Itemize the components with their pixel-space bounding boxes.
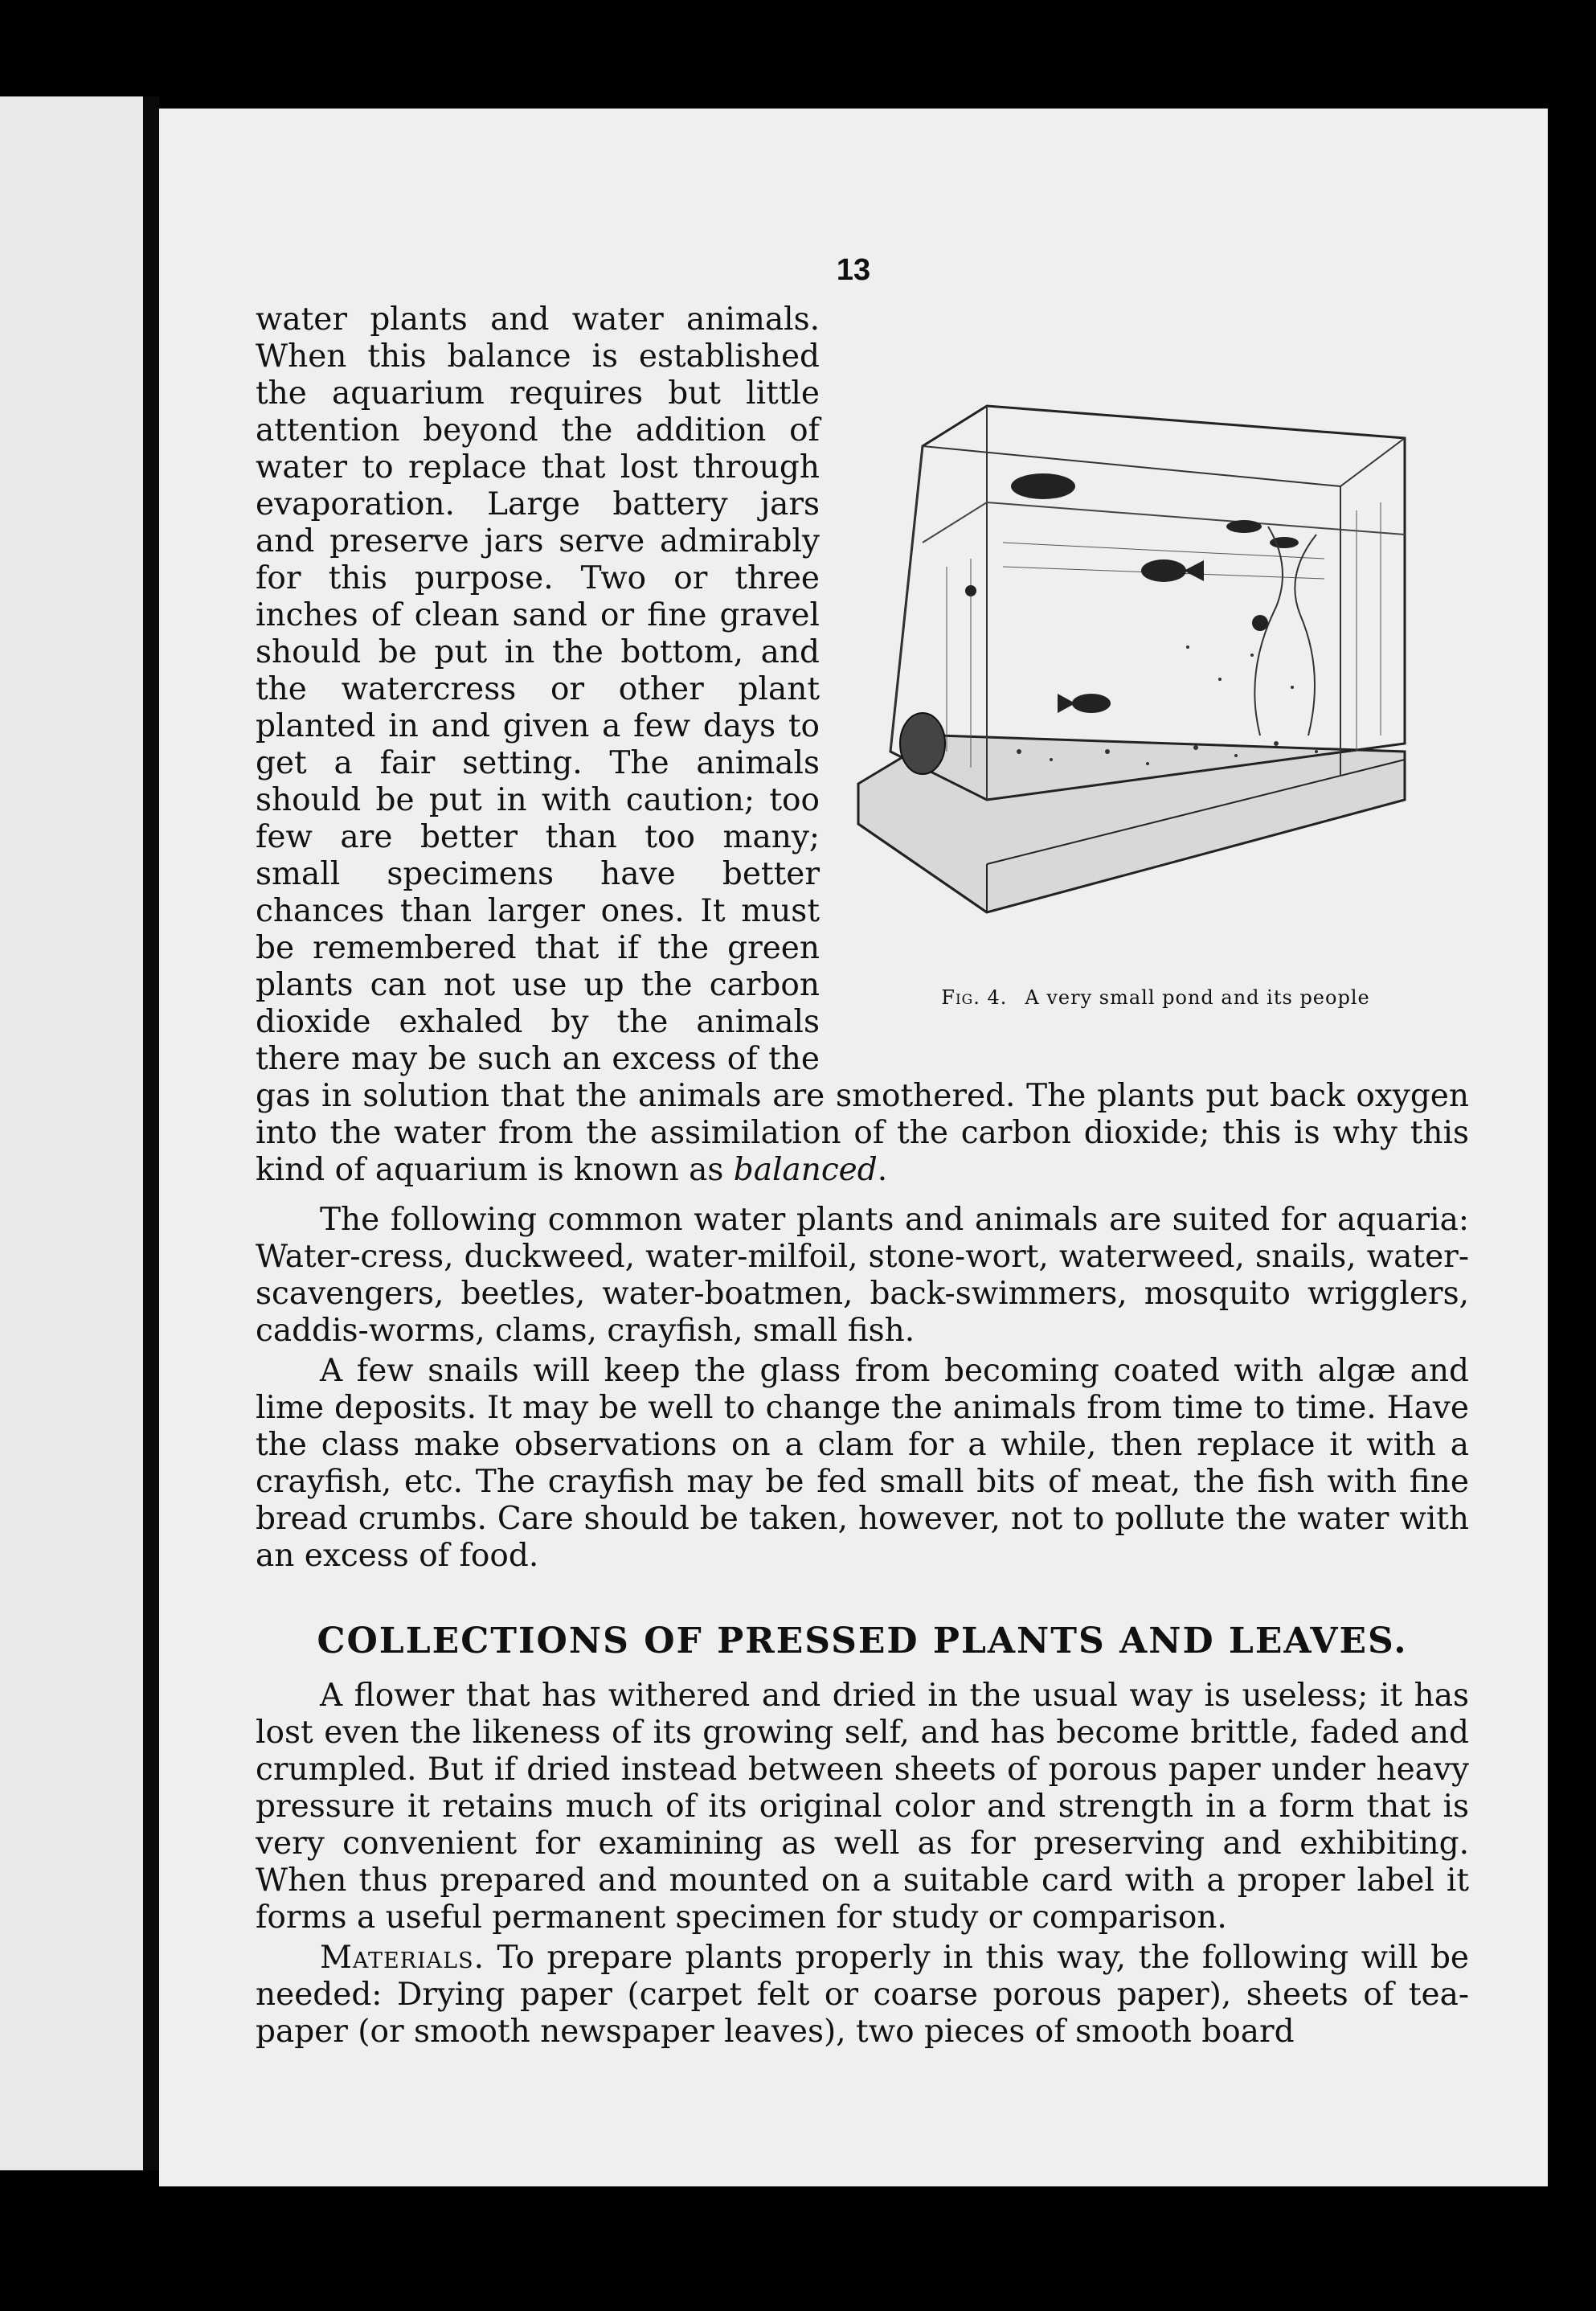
book-page bbox=[159, 109, 1548, 2186]
paragraph-materials bbox=[256, 1940, 1469, 2051]
figure-label: Fig. 4. bbox=[941, 986, 1008, 1009]
paragraph-suitable-species: The following common water plants and animals are suited for aquaria: Water-cress, duckweed, water-milfoil, stone-wort, waterweed, snails, water-scavengers, beetles, water-boatmen, back-swimmers, mosquito wrigglers, caddis-worms, clams, crayfish, small fish. bbox=[256, 1202, 1469, 1349]
paragraph-snails-care: A few snails will keep the glass from becoming coated with algæ and lime deposits. It may be well to change the animals from time to time. Have the class make observations on a clam for a while, then replace it with a crayfish, etc. The crayfish may be fed small bits of meat, the fish with fine bread crumbs. Care should be taken, however, not to pollute the water with an excess of food. bbox=[256, 1353, 1469, 1574]
book-spine bbox=[143, 96, 159, 2170]
materials-lead: Materials. bbox=[320, 1940, 485, 1976]
figure-caption-text: A very small pond and its people bbox=[1025, 986, 1370, 1009]
italic-term: balanced bbox=[733, 1152, 878, 1188]
figure-caption bbox=[842, 979, 1469, 1016]
paragraph-pressed-flowers: A flower that has withered and dried in the usual way is useless; it has lost even the likeness of its growing self, and has become brittle, faded and crumpled. But if dried instead between sheets of porous paper under heavy pressure it retains much of its original color and strength in a form that is very convenient for examining as well as for preserving and exhibiting. When thus prepared and mounted on a suitable card with a proper label it forms a useful permanent specimen for study or comparison. bbox=[256, 1678, 1469, 1936]
paragraph-text-end: . bbox=[877, 1152, 888, 1188]
page-body bbox=[256, 301, 1469, 2051]
left-page-edge bbox=[0, 96, 143, 2170]
aquarium-figure bbox=[842, 301, 1469, 1037]
paragraph-text: water plants and water animals. When this balance is established the aquarium requires but little attention beyond the addition of water to replace that lost through evaporation. Large battery jars and preserve jars serve admirably for this purpose. Two or three inches of clean sand or fine gravel should be put in the bottom, and the watercress or other plant planted in and given a few days to get a fair setting. The animals should be put in with caution; too few are better than too many; small specimens have better chances than larger ones. It must be remembered that if the green plants can not use up the carbon dioxide exhaled by the animals there may be such an excess of the gas in solution that the animals are smothered. The plants put back oxygen into the water from the assimilation of the carbon dioxide; this is why this kind of aquarium is known as bbox=[256, 301, 1469, 1188]
materials-text: To prepare plants properly in this way, the following will be needed: Drying paper (carpet felt or coarse porous paper), sheets of tea-paper (or smooth newspaper leaves), two pieces of smooth board bbox=[256, 1940, 1469, 2050]
section-heading: COLLECTIONS OF PRESSED PLANTS AND LEAVES. bbox=[317, 1621, 1408, 1662]
aquarium-illustration bbox=[842, 301, 1469, 969]
page-number: 13 bbox=[836, 253, 871, 287]
